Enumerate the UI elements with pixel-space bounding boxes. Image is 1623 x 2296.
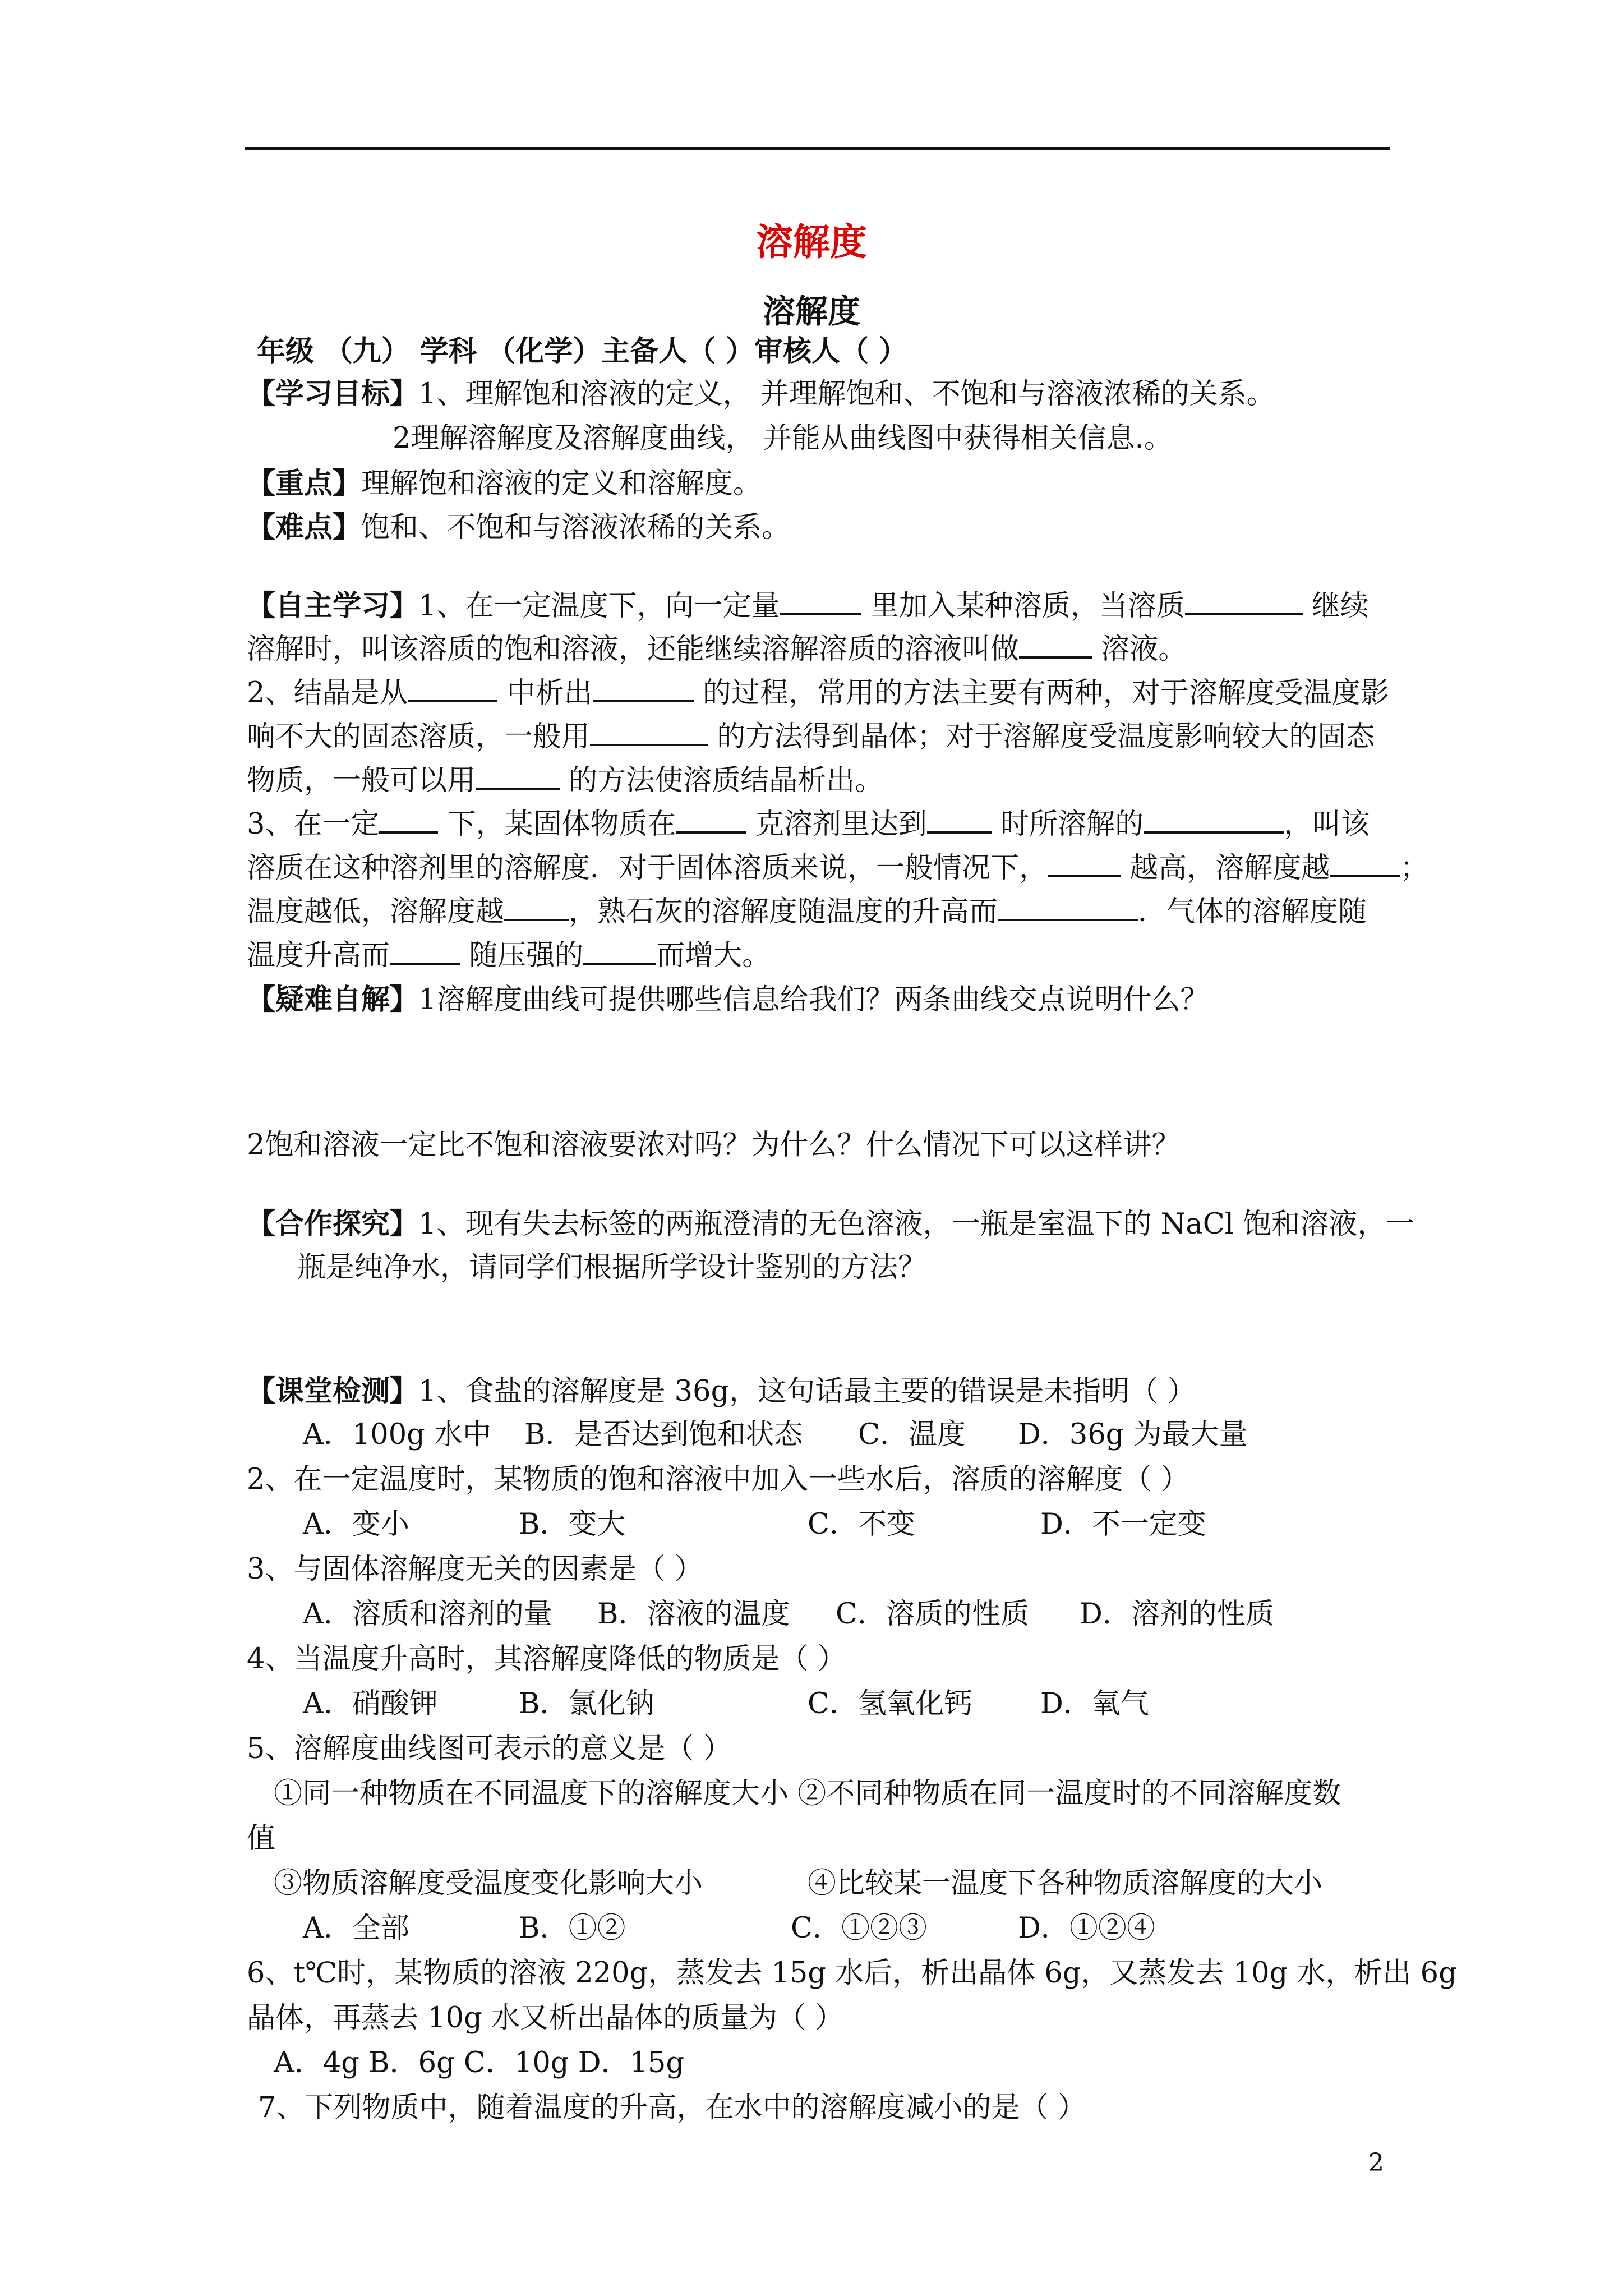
blank[interactable] bbox=[1330, 849, 1400, 877]
self-study-line4 bbox=[247, 715, 1375, 760]
text: 克溶剂里达到 bbox=[746, 808, 927, 841]
text: 3、在一定 bbox=[247, 808, 380, 841]
self-study-line7 bbox=[247, 846, 1428, 891]
q1-option-a: A．100g 水中 bbox=[303, 1418, 492, 1451]
q5-statement-line1: ①同一种物质在不同温度下的溶解度大小 ②不同种物质在同一温度时的不同溶解度数 bbox=[274, 1777, 1341, 1810]
cooperate-line2: 瓶是纯净水，请同学们根据所学设计鉴别的方法？ bbox=[297, 1251, 927, 1284]
q4-option-d: D．氧气 bbox=[1040, 1687, 1149, 1720]
header-line: 年级 （九） 学科 （化学）主备人（ ）审核人（ ） bbox=[257, 334, 907, 368]
text: 的方法使溶质结晶析出。 bbox=[560, 764, 884, 797]
text: ，叫该 bbox=[1284, 808, 1370, 841]
q5-option-b: B．①② bbox=[519, 1912, 626, 1945]
text: 越高，溶解度越 bbox=[1121, 852, 1330, 885]
q5-option-d: D．①②④ bbox=[1018, 1912, 1155, 1945]
document-subtitle: 溶解度 bbox=[762, 292, 860, 330]
doubt-q2: 2饱和溶液一定比不饱和溶液要浓对吗？为什么？什么情况下可以这样讲？ bbox=[247, 1129, 1181, 1162]
blank[interactable] bbox=[1019, 631, 1092, 659]
text: 温度升高而 bbox=[247, 939, 390, 972]
difficulty-label: 【难点】 bbox=[247, 510, 362, 544]
text: ．气体的溶解度随 bbox=[1138, 895, 1367, 928]
self-study-line1 bbox=[247, 583, 1369, 629]
q2-option-d: D．不一定变 bbox=[1040, 1508, 1206, 1541]
text: 温度越低，溶解度越 bbox=[247, 895, 505, 928]
blank[interactable] bbox=[1048, 849, 1121, 877]
self-study-line6 bbox=[247, 802, 1370, 847]
blank[interactable] bbox=[504, 893, 569, 921]
difficulty-text: 饱和、不饱和与溶液浓稀的关系。 bbox=[361, 511, 791, 544]
blank[interactable] bbox=[927, 806, 992, 834]
blank[interactable] bbox=[590, 718, 708, 746]
text: 继续 bbox=[1302, 590, 1369, 623]
text: 中析出 bbox=[497, 677, 593, 710]
check-q7: 7、下列物质中，随着温度的升高，在水中的溶解度减小的是（ ） bbox=[258, 2091, 1086, 2124]
text: ； bbox=[1400, 852, 1429, 885]
q4-option-c: C．氢氧化钙 bbox=[808, 1687, 973, 1720]
blank[interactable] bbox=[408, 674, 497, 702]
objectives-line2: 2理解溶解度及溶解度曲线， 并能从曲线图中获得相关信息.。 bbox=[393, 422, 1173, 455]
text: 的方法得到晶体；对于溶解度受温度影响较大的固态 bbox=[708, 720, 1375, 753]
q2-option-c: C．不变 bbox=[808, 1508, 916, 1541]
self-study-label: 【自主学习】 bbox=[247, 589, 419, 623]
objectives-label: 【学习目标】 bbox=[247, 377, 419, 411]
text: 溶质在这种溶剂里的溶解度．对于固体溶质来说，一般情况下， bbox=[247, 852, 1048, 885]
blank[interactable] bbox=[1185, 587, 1303, 615]
text: 2、结晶是从 bbox=[247, 677, 408, 710]
q2-option-b: B．变大 bbox=[519, 1508, 626, 1541]
q5-option-c: C．①②③ bbox=[791, 1912, 928, 1945]
page-number: 2 bbox=[1368, 2148, 1384, 2177]
blank[interactable] bbox=[780, 587, 861, 615]
text: 随压强的 bbox=[460, 939, 584, 972]
text: 下，某固体物质在 bbox=[438, 808, 676, 841]
blank[interactable] bbox=[1144, 806, 1284, 834]
check-label: 【课堂检测】 bbox=[247, 1374, 419, 1408]
q4-option-b: B．氯化钠 bbox=[519, 1687, 654, 1720]
q3-option-c: C．溶质的性质 bbox=[836, 1598, 1030, 1631]
q5-statement-4: ④比较某一温度下各种物质溶解度的大小 bbox=[808, 1867, 1323, 1900]
q1-option-b: B．是否达到饱和状态 bbox=[524, 1418, 803, 1451]
cooperate-label: 【合作探究】 bbox=[247, 1207, 419, 1241]
text: 1溶解度曲线可提供哪些信息给我们？两条曲线交点说明什么？ bbox=[418, 983, 1209, 1016]
objectives-line1 bbox=[247, 371, 1275, 417]
blank[interactable] bbox=[379, 806, 438, 834]
doubt-q1 bbox=[247, 977, 1209, 1023]
cooperate-line1 bbox=[247, 1202, 1414, 1247]
blank[interactable] bbox=[998, 893, 1138, 921]
check-q2: 2、在一定温度时，某物质的饱和溶液中加入一些水后，溶质的溶解度（ ） bbox=[247, 1463, 1189, 1496]
q5-option-a: A．全部 bbox=[303, 1912, 409, 1945]
q2-option-a: A．变小 bbox=[303, 1508, 409, 1541]
self-study-line8 bbox=[247, 890, 1367, 935]
text: ，熟石灰的溶解度随温度的升高而 bbox=[569, 895, 998, 928]
check-q1 bbox=[247, 1369, 1196, 1414]
q5-statement-3: ③物质溶解度受温度变化影响大小 bbox=[274, 1867, 703, 1900]
blank[interactable] bbox=[476, 762, 560, 790]
text: 1、现有失去标签的两瓶澄清的无色溶液，一瓶是室温下的 NaCl 饱和溶液，一 bbox=[418, 1208, 1415, 1241]
text: 而增大。 bbox=[656, 939, 771, 972]
key-point bbox=[247, 461, 762, 507]
text: 的过程，常用的方法主要有两种，对于溶解度受温度影 bbox=[693, 677, 1389, 710]
q3-option-d: D．溶剂的性质 bbox=[1080, 1598, 1274, 1631]
q1-option-d: D．36g 为最大量 bbox=[1018, 1418, 1248, 1451]
text: 时所溶解的 bbox=[991, 808, 1144, 841]
text: 溶液。 bbox=[1092, 633, 1187, 666]
check-q6-line1: 6、t℃时，某物质的溶液 220g，蒸发去 15g 水后，析出晶体 6g，又蒸发去 10g 水，析出 6g bbox=[247, 1957, 1457, 1990]
q3-option-a: A．溶质和溶剂的量 bbox=[303, 1598, 552, 1631]
q3-option-b: B．溶液的温度 bbox=[597, 1598, 790, 1631]
self-study-line9 bbox=[247, 933, 771, 978]
text: 1、食盐的溶解度是 36g，这句话最主要的错误是未指明（ ） bbox=[418, 1375, 1196, 1408]
text: 物质，一般可以用 bbox=[247, 764, 476, 797]
blank[interactable] bbox=[583, 937, 656, 965]
check-q6-line2: 晶体，再蒸去 10g 水又析出晶体的质量为（ ） bbox=[247, 2001, 844, 2035]
check-q5: 5、溶解度曲线图可表示的意义是（ ） bbox=[247, 1732, 732, 1765]
self-study-line3 bbox=[247, 671, 1389, 716]
self-study-line5 bbox=[247, 758, 883, 803]
objectives-text1: 1、理解饱和溶液的定义， 并理解饱和、不饱和与溶液浓稀的关系。 bbox=[418, 378, 1275, 411]
header-rule bbox=[245, 147, 1390, 150]
text: 响不大的固态溶质，一般用 bbox=[247, 720, 591, 753]
blank[interactable] bbox=[676, 806, 746, 834]
text: 1、在一定温度下，向一定量 bbox=[418, 590, 780, 623]
difficulty bbox=[247, 505, 790, 550]
q6-options: A．4g B．6g C．10g D．15g bbox=[274, 2046, 685, 2079]
self-study-line2 bbox=[247, 627, 1187, 672]
blank[interactable] bbox=[593, 674, 694, 702]
text: 里加入某种溶质，当溶质 bbox=[861, 590, 1185, 623]
q1-option-c: C．温度 bbox=[858, 1418, 966, 1451]
check-q4: 4、当温度升高时，其溶解度降低的物质是（ ） bbox=[247, 1642, 846, 1676]
text: 溶解时，叫该溶质的饱和溶液，还能继续溶解溶质的溶液叫做 bbox=[247, 633, 1020, 666]
doubt-label: 【疑难自解】 bbox=[247, 983, 419, 1016]
document-title: 溶解度 bbox=[756, 220, 867, 264]
check-q3: 3、与固体溶解度无关的因素是（ ） bbox=[247, 1553, 703, 1586]
blank[interactable] bbox=[390, 937, 460, 965]
key-point-text: 理解饱和溶液的定义和溶解度。 bbox=[361, 467, 762, 500]
q4-option-a: A．硝酸钾 bbox=[303, 1687, 438, 1720]
key-point-label: 【重点】 bbox=[247, 467, 362, 500]
q5-statement-line2: 值 bbox=[247, 1822, 276, 1855]
